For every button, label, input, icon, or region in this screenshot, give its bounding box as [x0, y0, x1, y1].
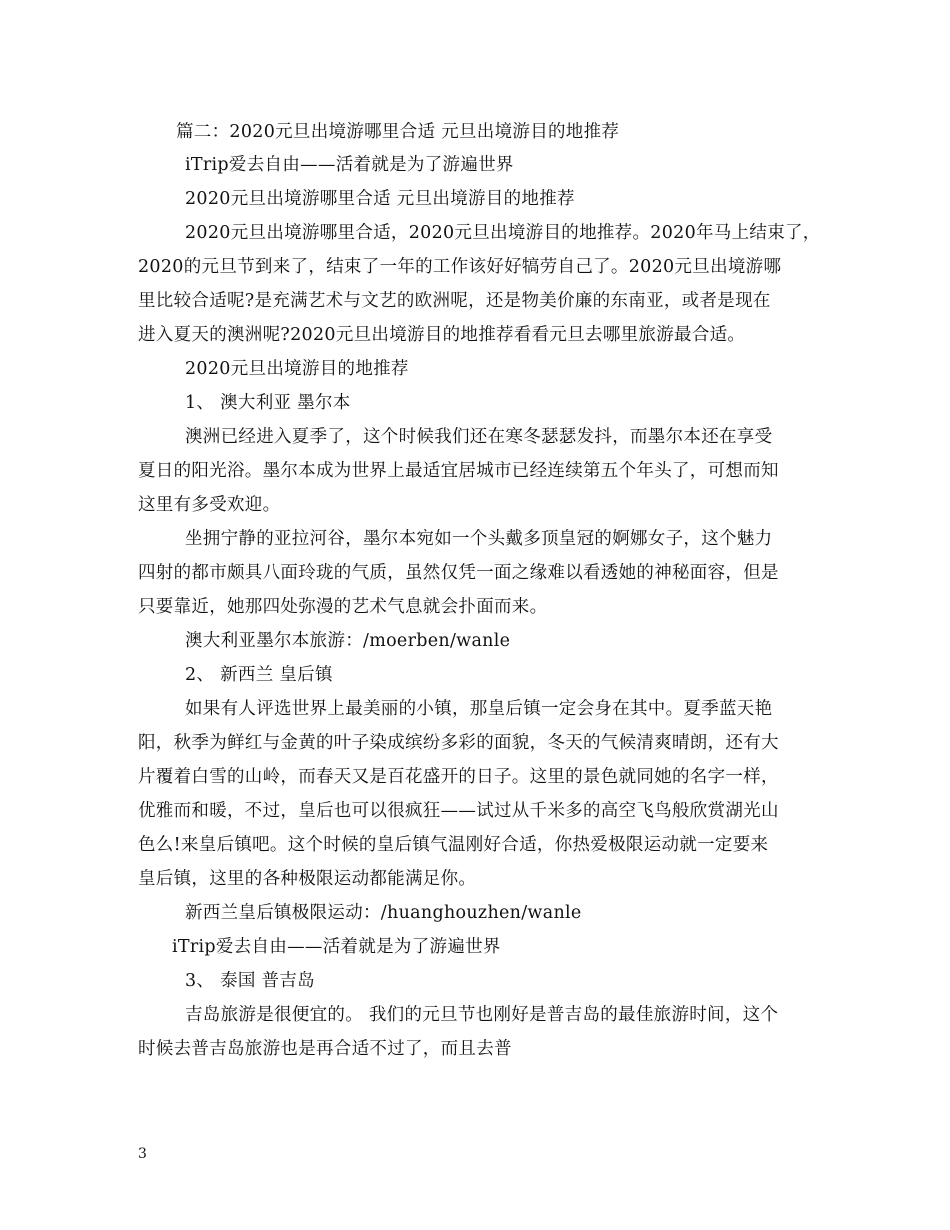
body-line: 这里有多受欢迎。 [138, 495, 281, 515]
link-line: 澳大利亚墨尔本旅游：/moerben/wanle [185, 631, 511, 651]
list-item-heading: 1、 澳大利亚 墨尔本 [185, 393, 351, 413]
body-line: 进入夏天的澳洲呢?2020元旦出境游目的地推荐看看元旦去哪里旅游最合适。 [138, 325, 746, 345]
body-line: 里比较合适呢?是充满艺术与文艺的欧洲呢，还是物美价廉的东南亚，或者是现在 [138, 291, 771, 311]
body-line: 四射的都市颇具八面玲珑的气质，虽然仅凭一面之缘难以看透她的神秘面容，但是 [138, 563, 779, 583]
body-line: 坐拥宁静的亚拉河谷，墨尔本宛如一个头戴多顶皇冠的婀娜女子，这个魅力 [185, 529, 773, 549]
slogan-line: iTrip爱去自由——活着就是为了游遍世界 [185, 155, 514, 175]
body-line: 色么!来皇后镇吧。这个时候的皇后镇气温刚好合适，你热爱极限运动就一定要来 [138, 835, 769, 855]
body-line: 皇后镇，这里的各种极限运动都能满足你。 [138, 869, 477, 889]
link-line: 新西兰皇后镇极限运动：/huanghouzhen/wanle [185, 903, 582, 923]
page-number: 3 [138, 1146, 147, 1162]
body-line: 吉岛旅游是很便宜的。 我们的元旦节也刚好是普吉岛的最佳旅游时间，这个 [185, 1005, 779, 1025]
slogan-line: iTrip爱去自由——活着就是为了游遍世界 [172, 937, 501, 957]
body-line: 片覆着白雪的山岭，而春天又是百花盛开的日子。这里的景色就同她的名字一样， [138, 767, 779, 787]
body-line: 时候去普吉岛旅游也是再合适不过了，而且去普 [138, 1039, 512, 1059]
body-line: 2020的元旦节到来了，结束了一年的工作该好好犒劳自己了。2020元旦出境游哪 [138, 257, 782, 277]
article-title: 2020元旦出境游哪里合适 元旦出境游目的地推荐 [185, 189, 575, 209]
body-line: 阳，秋季为鲜红与金黄的叶子染成缤纷多彩的面貌，冬天的气候清爽晴朗，还有大 [138, 733, 779, 753]
body-line: 优雅而和暖，不过，皇后也可以很疯狂——试过从千米多的高空飞鸟般欣赏湖光山 [138, 801, 779, 821]
body-line: 澳洲已经进入夏季了，这个时候我们还在寒冬瑟瑟发抖，而墨尔本还在享受 [185, 427, 773, 447]
body-line: 夏日的阳光浴。墨尔本成为世界上最适宜居城市已经连续第五个年头了，可想而知 [138, 461, 779, 481]
subheading: 2020元旦出境游目的地推荐 [185, 359, 409, 379]
body-line: 2020元旦出境游哪里合适，2020元旦出境游目的地推荐。2020年马上结束了， [185, 223, 821, 243]
list-item-heading: 2、 新西兰 皇后镇 [185, 665, 333, 685]
list-item-heading: 3、 泰国 普吉岛 [185, 971, 315, 991]
section-heading: 篇二：2020元旦出境游哪里合适 元旦出境游目的地推荐 [176, 122, 620, 142]
body-line: 如果有人评选世界上最美丽的小镇，那皇后镇一定会身在其中。夏季蓝天艳 [185, 699, 773, 719]
body-line: 只要靠近，她那四处弥漫的艺术气息就会扑面而来。 [138, 597, 548, 617]
